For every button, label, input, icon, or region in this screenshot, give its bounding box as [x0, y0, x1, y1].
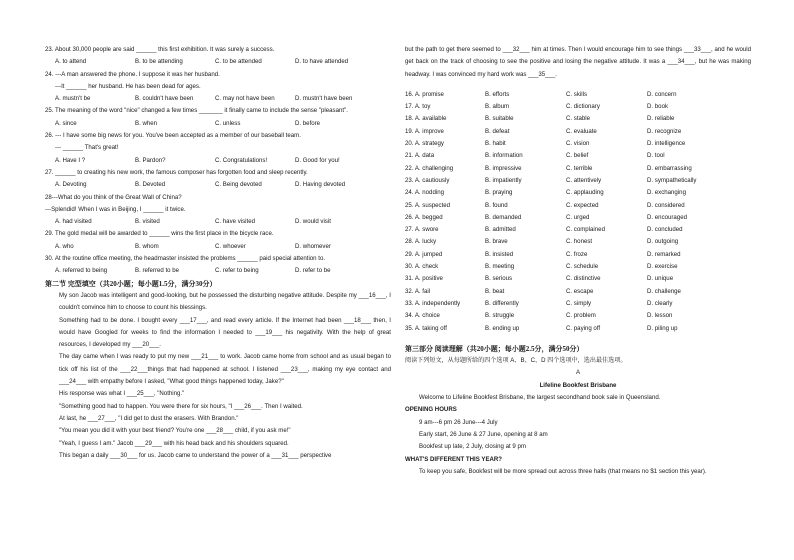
- q26-options: [45, 155, 391, 167]
- bank-18-b: B. suitable: [485, 115, 514, 123]
- bank-17-c: C. dictionary: [566, 103, 600, 111]
- q29-option-a: A. who: [55, 242, 74, 250]
- bank-21-b: B. information: [485, 152, 523, 160]
- bank-23-c: C. attentively: [566, 176, 602, 184]
- bank-23-a: 23. A. cautiously: [405, 176, 450, 184]
- bank-34-b: B. struggle: [485, 312, 515, 320]
- bank-34-a: 34. A. choice: [405, 312, 440, 320]
- q27-option-c: C. Being devoted: [215, 181, 262, 189]
- bank-32-a: 32. A. fail: [405, 287, 431, 295]
- bank-29-d: D. remarked: [647, 250, 681, 258]
- bank-23-d: D. sympathetically: [647, 176, 697, 184]
- bank-row-16: [405, 89, 751, 101]
- bank-16-b: B. efforts: [485, 90, 510, 98]
- bank-row-30: [405, 261, 751, 273]
- q23-option-c: C. to be attended: [215, 58, 262, 66]
- bank-17-b: B. album: [485, 103, 510, 111]
- bank-row-34: [405, 310, 751, 322]
- q30-stem: 30. At the routine office meeting, the headmaster insisted the problems ______ paid special attention to.: [45, 255, 326, 263]
- q23-option-d: D. to have attended: [295, 58, 349, 66]
- q23-options: [45, 56, 391, 68]
- q26-stem: 26. --- I have some big news for you. You've been accepted as a member of our baseball team.: [45, 132, 301, 140]
- q29-option-b: B. whom: [135, 242, 159, 250]
- q25-option-b: B. when: [135, 119, 158, 127]
- bank-29-a: 29. A. jumped: [405, 250, 443, 258]
- bank-31-c: C. distinctive: [566, 275, 601, 283]
- q29-option-d: D. whomever: [295, 242, 331, 250]
- bank-row-21: [405, 150, 751, 162]
- bank-row-25: [405, 200, 751, 212]
- q25-stem: 25. The meaning of the word "nice" changed a few times _______ it finally came to include the sense "pleasant".: [45, 107, 348, 115]
- bank-21-c: C. belief: [566, 152, 589, 160]
- bank-30-d: D. exercise: [647, 263, 678, 271]
- bank-22-b: B. impressive: [485, 164, 522, 172]
- bank-31-b: B. serious: [485, 275, 513, 283]
- q29-option-c: C. whoever: [215, 242, 246, 250]
- bank-19-b: B. defeat: [485, 127, 510, 135]
- bank-29-b: B. insisted: [485, 250, 514, 258]
- left-column: [45, 44, 391, 462]
- bank-row-33: [405, 298, 751, 310]
- q24-options: [45, 93, 391, 105]
- bank-16-c: C. skills: [566, 90, 587, 98]
- q24-option-d: D. mustn't have been: [295, 95, 353, 103]
- bank-24-c: C. applauding: [566, 189, 604, 197]
- cloze-paragraph-3: The day came when I was ready to put my new ___21___ to work. Jacob came home from school and as usual began to tick off his list of the ___22___things that had happened at school. I listened ___23___, making my eye contact and ___24___ with empathy before I asked, "What good things happened today, Jake?": [59, 353, 391, 386]
- bank-32-b: B. beat: [485, 287, 505, 295]
- bank-21-a: 21. A. data: [405, 152, 435, 160]
- q24-stem: 24. ---A man answered the phone. I suppose it was her husband.: [45, 70, 220, 78]
- bank-26-d: D. encouraged: [647, 213, 687, 221]
- bank-22-d: D. embarrassing: [647, 164, 692, 172]
- q27-option-a: A. Devoting: [55, 181, 87, 189]
- bank-28-c: C. honest: [566, 238, 593, 246]
- q24-option-b: B. couldn't have been: [135, 95, 194, 103]
- q30-option-a: A. referred to being: [55, 267, 108, 275]
- q30-option-b: B. referred to be: [135, 267, 180, 275]
- bank-35-c: C. paying off: [566, 324, 601, 332]
- q29-stem: 29. The gold medal will be awarded to ______ wins the first place in the bicycle race.: [45, 230, 274, 238]
- q28-option-a: A. had visited: [55, 218, 92, 226]
- bank-row-26: [405, 212, 751, 224]
- q26-option-a: A. Have I ?: [55, 156, 86, 164]
- q25-options: [45, 118, 391, 130]
- bank-27-c: C. complained: [566, 226, 605, 234]
- bank-30-b: B. meeting: [485, 263, 515, 271]
- bank-20-c: C. vision: [566, 140, 590, 148]
- bank-26-b: B. demanded: [485, 213, 522, 221]
- q23-option-b: B. to be attending: [135, 58, 183, 66]
- passage-label: A: [575, 369, 581, 377]
- section3-instructions: 阅读下列短文，从每题所给的四个选项 A、B、C、D 四个选项中，选出最佳选项。: [405, 357, 627, 365]
- passage-title: Lifeline Bookfest Brisbane: [539, 381, 617, 389]
- bank-22-a: 22. A. challenging: [405, 164, 454, 172]
- bank-31-a: 31. A. positive: [405, 275, 443, 283]
- bank-25-c: C. expected: [566, 201, 599, 209]
- q24-option-c: C. may not have been: [215, 95, 275, 103]
- bank-19-a: 19. A. improve: [405, 127, 444, 135]
- q25-option-c: C. unless: [215, 119, 241, 127]
- cloze-paragraph-5: "Something good had to happen. You were there for six hours, "I ___26___. Then I waited.: [59, 402, 303, 410]
- bank-29-c: C. froze: [566, 250, 588, 258]
- bank-16-a: 16. A. promise: [405, 90, 444, 98]
- q28-options: [45, 216, 391, 228]
- q26-option-d: D. Good for you!: [295, 156, 340, 164]
- bank-27-d: D. concluded: [647, 226, 683, 234]
- bank-33-b: B. differently: [485, 299, 519, 307]
- cloze-option-bank: [405, 89, 751, 335]
- bank-30-c: C. schedule: [566, 263, 599, 271]
- bank-33-d: D. clearly: [647, 299, 673, 307]
- cloze-continuation: but the path to get there seemed to ___32___ him at times. Then I would encourage him to see things ___33___, and he would get back on the track of choosing to see the positive and losing the negative attitude. It was a ___34___, but he was making headway. I was convinced my hard work was ___35___.: [405, 46, 751, 78]
- bank-row-32: [405, 286, 751, 298]
- q28-stem: 28---What do you think of the Great Wall of China?: [45, 193, 182, 201]
- bank-row-31: [405, 273, 751, 285]
- bank-34-d: D. lesson: [647, 312, 673, 320]
- q28-option-b: B. visited: [135, 218, 160, 226]
- bank-28-a: 28. A. lucky: [405, 238, 437, 246]
- bank-row-23: [405, 175, 751, 187]
- bank-27-b: B. admitted: [485, 226, 516, 234]
- q30-option-d: D. refer to be: [295, 267, 331, 275]
- q30-options: [45, 265, 391, 277]
- bank-row-29: [405, 249, 751, 261]
- bank-row-35: [405, 323, 751, 335]
- section3-header: 第三部分 阅读理解（共20小题；每小题2.5分，满分50分）: [405, 344, 584, 353]
- bank-18-d: D. reliable: [647, 115, 675, 123]
- bank-27-a: 27. A. swore: [405, 226, 439, 234]
- q27-options: [45, 179, 391, 191]
- cloze-paragraph-8: "Yeah, I guess I am." Jacob ___29___ with his head back and his shoulders squared.: [59, 439, 289, 447]
- cloze-paragraph-9: This began a daily ___30___ for us. Jacob came to understand the power of a ___31___ perspective: [59, 451, 332, 459]
- q26-line2: --- ______ That's great!: [55, 144, 119, 152]
- bank-25-b: B. found: [485, 201, 508, 209]
- q28-line2: ---Splendid! When I was in Beijing, I ______ it twice.: [45, 205, 186, 213]
- bank-25-d: D. considered: [647, 201, 685, 209]
- bank-22-c: C. terrible: [566, 164, 593, 172]
- hours-line-3: Bookfest up late, 2 July, closing at 9 pm: [419, 443, 526, 451]
- bank-19-c: C. evaluate: [566, 127, 597, 135]
- q24-option-a: A. mustn't be: [55, 95, 91, 103]
- passage-intro: Welcome to Lifeline Bookfest Brisbane, the largest secondhand book sale in Queensland.: [419, 394, 661, 402]
- different-text: To keep you safe, Bookfest will be more spread out across three halls (that means no $1 section this year).: [419, 467, 707, 475]
- bank-35-a: 35. A. taking off: [405, 324, 447, 332]
- cloze-paragraph-7: "You mean you did it with your best friend? You're one ___28___ child, if you ask me!": [59, 427, 291, 435]
- bank-26-a: 26. A. begged: [405, 213, 443, 221]
- bank-row-19: [405, 126, 751, 138]
- bank-17-a: 17. A. toy: [405, 103, 431, 111]
- bank-31-d: D. unique: [647, 275, 674, 283]
- bank-35-b: B. ending up: [485, 324, 520, 332]
- bank-row-17: [405, 101, 751, 113]
- q27-option-d: D. Having devoted: [295, 181, 346, 189]
- q28-option-d: D. would visit: [295, 218, 331, 226]
- bank-25-a: 25. A. suspected: [405, 201, 451, 209]
- bank-32-c: C. escape: [566, 287, 594, 295]
- bank-26-c: C. urged: [566, 213, 590, 221]
- bank-24-a: 24. A. nodding: [405, 189, 444, 197]
- hours-line-2: Early start, 26 June & 27 June, opening at 8 am: [419, 430, 548, 438]
- q27-option-b: B. Devoted: [135, 181, 166, 189]
- q26-option-c: C. Congratulations!: [215, 156, 268, 164]
- bank-19-d: D. recognize: [647, 127, 682, 135]
- bank-34-c: C. problem: [566, 312, 596, 320]
- bank-33-c: C. simply: [566, 299, 592, 307]
- hours-line-1: 9 am---6 pm 26 June---4 July: [419, 418, 498, 426]
- bank-32-d: D. challenge: [647, 287, 681, 295]
- bank-24-b: B. praying: [485, 189, 513, 197]
- bank-35-d: D. piling up: [647, 324, 678, 332]
- opening-hours-label: OPENING HOURS: [405, 406, 457, 414]
- bank-28-d: D. outgoing: [647, 238, 679, 246]
- bank-16-d: D. concern: [647, 90, 677, 98]
- cloze-paragraph-4: His response was what I ___25___, "Nothing.": [59, 390, 185, 398]
- q24-line2: ---It ______ her husband. He has been dead for ages.: [55, 82, 201, 90]
- q25-option-d: D. before: [295, 119, 321, 127]
- bank-row-18: [405, 113, 751, 125]
- bank-row-28: [405, 236, 751, 248]
- q28-option-c: C. have visited: [215, 218, 255, 226]
- bank-row-24: [405, 187, 751, 199]
- q30-option-c: C. refer to being: [215, 267, 259, 275]
- cloze-paragraph-1: My son Jacob was intelligent and good-looking, but he possessed the disturbing negative attitude. Despite my ___16___, I couldn't convince him to choose to count his blessings.: [59, 291, 391, 312]
- cloze-paragraph-2: Something had to be done. I bought every ___17___, and read every article. If the Internet had been ___18___ then, I would have Googled for weeks to find the information I needed to ___19___ his negativity. With the help of great resources, I developed my ___20___.: [59, 316, 391, 349]
- q27-stem: 27. ______ to creating his new work, the famous composer has forgotten food and sleep recently.: [45, 168, 308, 176]
- q29-options: [45, 241, 391, 253]
- right-column: [405, 44, 751, 478]
- q23-option-a: A. to attend: [55, 58, 87, 66]
- bank-28-b: B. brave: [485, 238, 508, 246]
- bank-30-a: 30. A. check: [405, 263, 439, 271]
- bank-row-22: [405, 163, 751, 175]
- bank-18-a: 18. A. available: [405, 115, 447, 123]
- bank-row-27: [405, 224, 751, 236]
- bank-18-c: C. stable: [566, 115, 591, 123]
- different-label: WHAT'S DIFFERENT THIS YEAR?: [405, 455, 503, 463]
- bank-24-d: D. exchanging: [647, 189, 686, 197]
- bank-33-a: 33. A. independently: [405, 299, 461, 307]
- bank-20-b: B. habit: [485, 140, 506, 148]
- section2-header: 第二节 完型填空（共20小题；每小题1.5分，满分30分）: [45, 279, 217, 288]
- bank-20-a: 20. A. strategy: [405, 140, 444, 148]
- q25-option-a: A. since: [55, 119, 77, 127]
- q23-stem: 23. About 30,000 people are said ______ this first exhibition. It was surely a success.: [45, 46, 275, 53]
- bank-20-d: D. intelligence: [647, 140, 686, 148]
- bank-21-d: D. tool: [647, 152, 665, 160]
- bank-row-20: [405, 138, 751, 150]
- q26-option-b: B. Pardon?: [135, 156, 166, 164]
- bank-23-b: B. impatiently: [485, 176, 522, 184]
- bank-17-d: D. book: [647, 103, 669, 111]
- cloze-paragraph-6: At last, he ___27___, "I did get to dust the erasers. With Brandon.": [59, 414, 239, 422]
